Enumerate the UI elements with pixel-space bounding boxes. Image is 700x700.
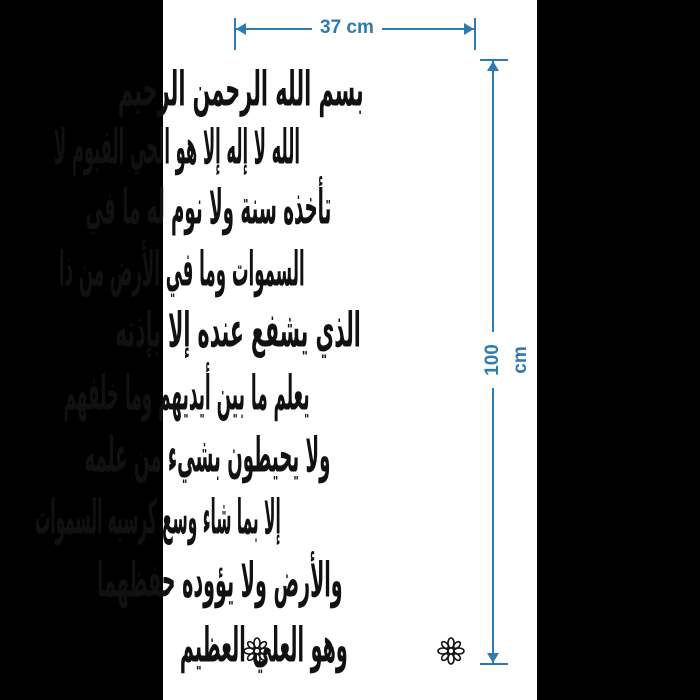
calligraphy-line-3	[85, 180, 478, 236]
calligraphy-line-text: إلا بما شاء وسع كرسيه السموات	[35, 490, 282, 546]
arrow-left-icon	[236, 23, 246, 35]
floral-rosette-icon	[242, 636, 272, 666]
calligraphy-line-text: والأرض ولا يؤوده حفظهما	[97, 553, 344, 609]
calligraphy-line-text: الله لا إله إلا هو الحي القيوم لا	[54, 120, 301, 176]
width-dimension-tick-right	[474, 18, 476, 50]
calligraphy-line-9	[97, 553, 478, 609]
calligraphy-line-text: ولا يحيطون بشيء من علمه	[84, 428, 331, 484]
arrow-down-icon	[487, 653, 499, 663]
height-dimension-label: 100 cm	[479, 332, 507, 388]
calligraphy-line-8	[35, 490, 478, 546]
calligraphy-line-text: وهو العلي العظيم	[180, 618, 349, 674]
calligraphy-line-text: الذي يشفع عنده إلا بإذنه	[115, 303, 362, 359]
calligraphy-line-4	[59, 242, 478, 298]
calligraphy-line-text: السموات وما في الأرض من ذا	[59, 242, 306, 298]
calligraphy-line-text: يعلم ما بين أيديهم وما خلفهم	[63, 366, 310, 422]
calligraphy-line-2	[54, 120, 478, 176]
calligraphy-line-5	[115, 303, 478, 359]
arrow-right-icon	[464, 23, 474, 35]
width-dimension-label: 37 cm	[312, 14, 382, 42]
calligraphy-line-text: بسم الله الرحمن الرحيم	[118, 62, 365, 118]
calligraphy-line-6	[63, 366, 478, 422]
height-dimension-tick-bottom	[480, 663, 508, 665]
calligraphy-line-7	[84, 428, 478, 484]
floral-rosette-icon	[436, 636, 466, 666]
calligraphy-line-10	[180, 618, 440, 674]
arrow-up-icon	[487, 61, 499, 71]
calligraphy-line-1	[118, 62, 478, 118]
calligraphy-line-text: تأخذه سنة ولا نوم له ما في	[85, 180, 332, 236]
